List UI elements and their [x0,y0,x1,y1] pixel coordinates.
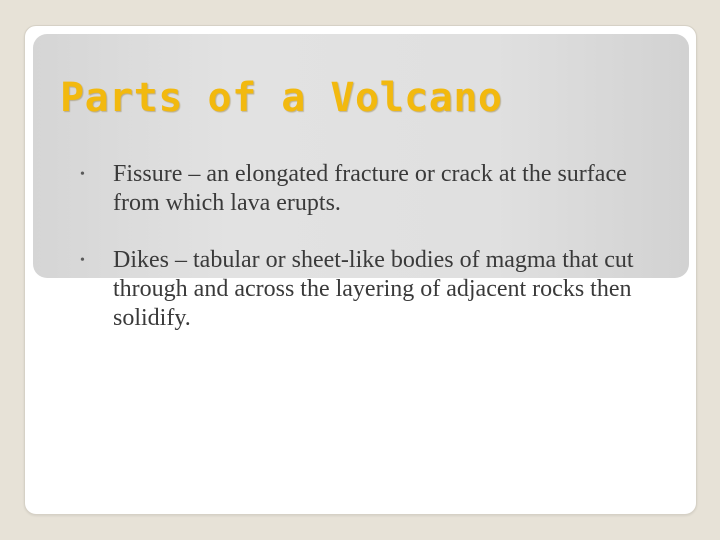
bullet-dot-icon: • [80,253,85,268]
bullet-dot-icon: • [80,167,85,182]
bullet-list [80,160,640,333]
bullet-item-dikes [80,246,640,333]
bullet-text: Fissure – an elongated fracture or crack at the surface from which lava erupts. [113,161,627,216]
slide-title: Parts of a Volcano [60,75,503,121]
bullet-item-fissure [80,160,640,218]
bullet-text: Dikes – tabular or sheet-like bodies of magma that cut through and across the layering of adjacent rocks then solidify. [113,247,634,331]
